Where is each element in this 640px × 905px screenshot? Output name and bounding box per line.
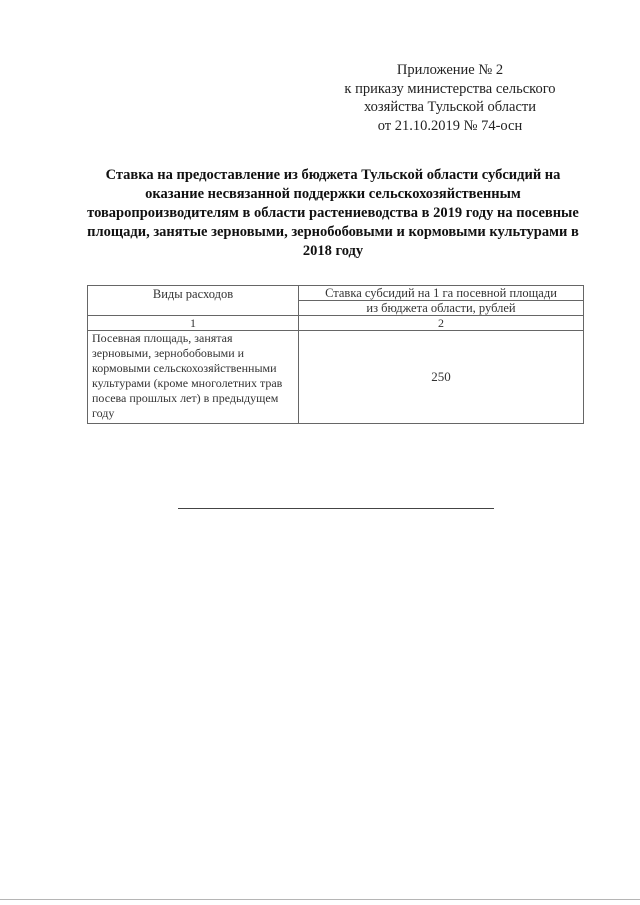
table-header-row	[88, 286, 584, 301]
appendix-ministry: хозяйства Тульской области	[363, 99, 537, 115]
table-row	[88, 331, 584, 424]
table-number-row	[88, 316, 584, 331]
col2-header-line1: Ставка субсидий на 1 га посевной площади	[299, 286, 584, 301]
closing-divider	[178, 508, 494, 509]
col1-header: Виды расходов	[88, 286, 299, 316]
appendix-order-date: от 21.10.2019 № 74-осн	[377, 117, 523, 134]
subsidy-rate-table	[87, 285, 584, 424]
scan-edge-line	[0, 899, 640, 900]
col2-number: 2	[299, 316, 584, 331]
appendix-number: Приложение № 2	[396, 62, 504, 78]
col2-header-line2: из бюджета области, рублей	[299, 301, 584, 316]
appendix-order-ref: к приказу министерства сельского	[344, 80, 556, 97]
rate-value-cell: 250	[299, 331, 584, 424]
document-title: Ставка на предоставление из бюджета Тульской области субсидий на оказание несвязанной поддержки сельскохозяйственным товаропроизводителям в области растениеводства в 2019 году на посевные площади, занятые зерновыми, зернобобовыми и кормовыми культурами в 2018 году	[87, 167, 579, 259]
appendix-block	[330, 61, 570, 135]
expense-type-cell: Посевная площадь, занятая зерновыми, зернобобовыми и кормовыми сельскохозяйственными культурами (кроме многолетних трав посева прошлых лет) в предыдущем году	[88, 331, 299, 424]
col1-number: 1	[88, 316, 299, 331]
